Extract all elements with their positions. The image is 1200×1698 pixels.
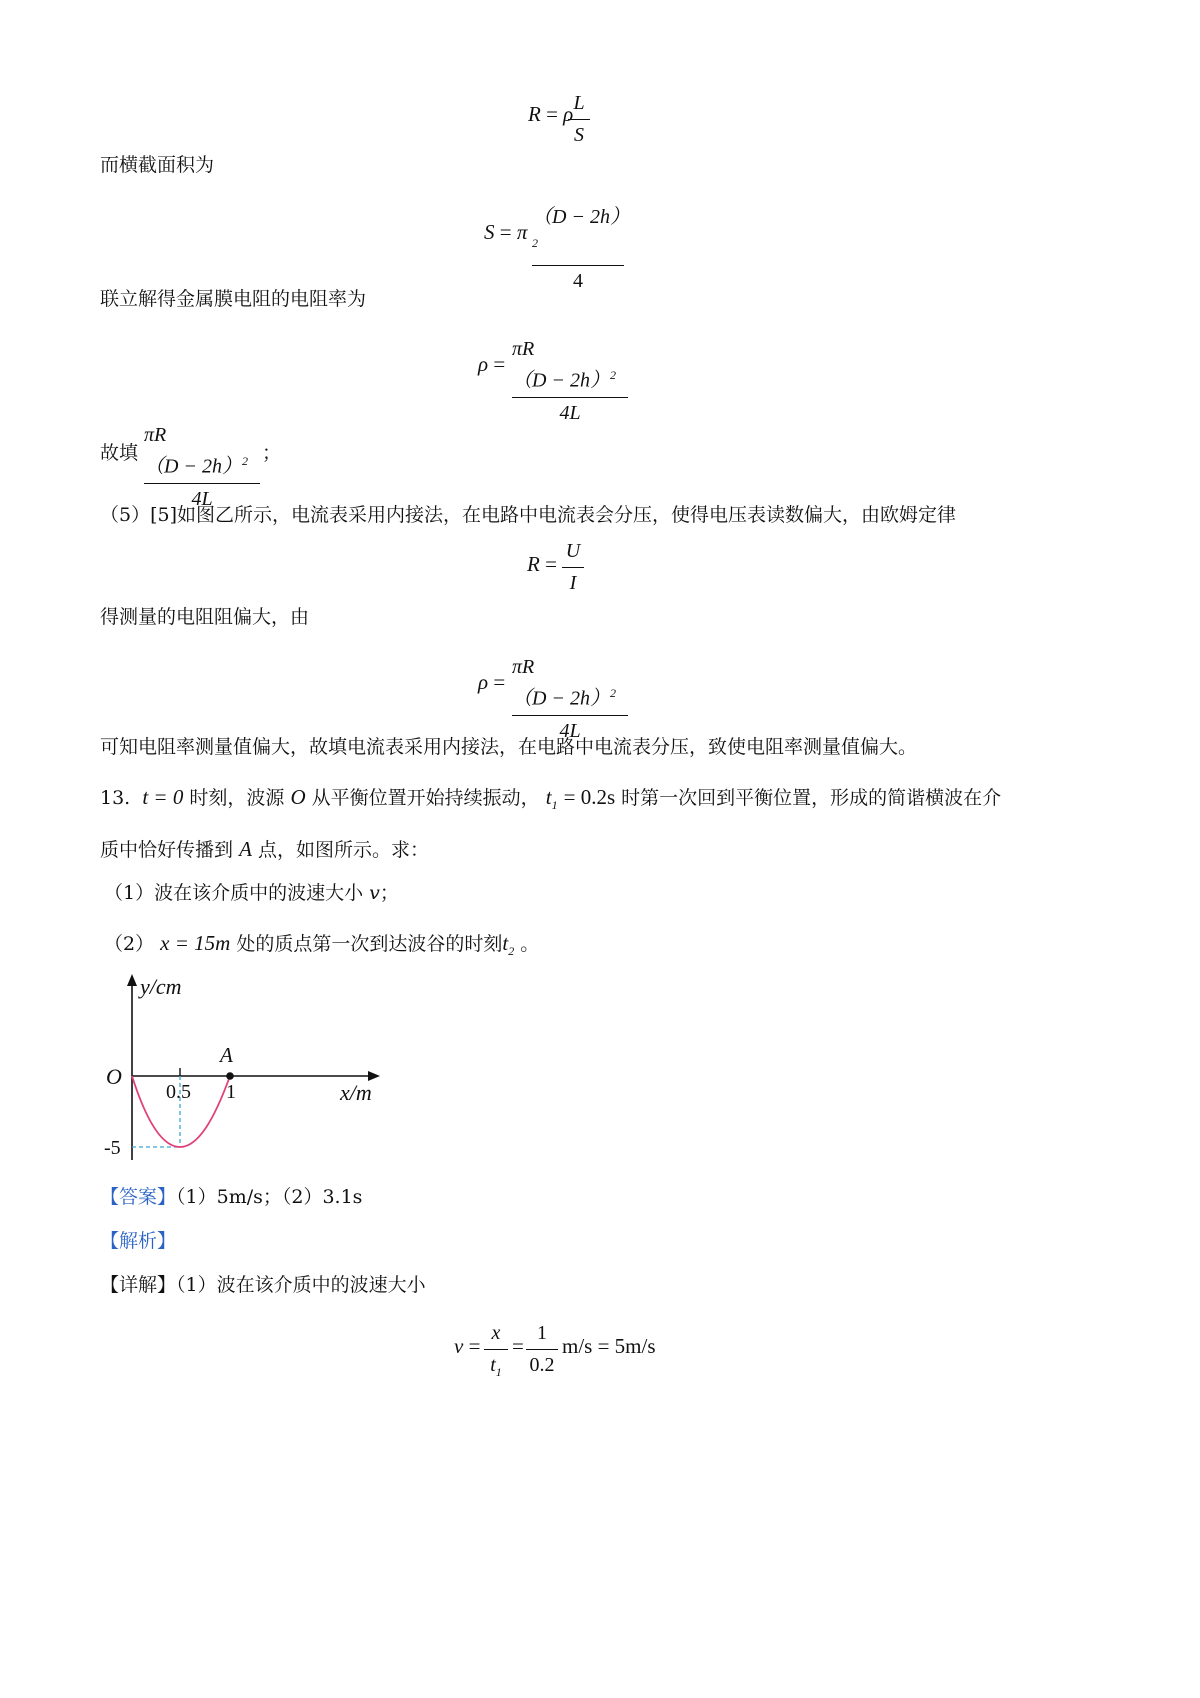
formula-area-lhs: S = π bbox=[484, 220, 528, 244]
point-A-label: A bbox=[220, 1043, 233, 1067]
wave-figure bbox=[96, 970, 396, 1170]
question-13-sub2: （2） x = 15m 处的质点第一次到达波谷的时刻$t_2$ 。 bbox=[104, 931, 540, 959]
formula-resistance: R = ρ bbox=[528, 102, 574, 126]
tick-label-neg5: -5 bbox=[104, 1137, 121, 1159]
formula-rho-lhs-1: ρ = bbox=[478, 352, 506, 376]
para-fill-prefix: 故填 bbox=[100, 442, 139, 464]
fraction-1-over-0.2: 1 0.2 bbox=[526, 1320, 558, 1378]
fraction-ohm: U I bbox=[562, 538, 584, 596]
tick-label-0.5: 0.5 bbox=[166, 1081, 191, 1103]
analysis-label: 【解析】 bbox=[100, 1230, 177, 1252]
answer-label: 【答案】 bbox=[100, 1186, 177, 1208]
point-A bbox=[226, 1072, 234, 1080]
y-axis-label: y/cm bbox=[140, 974, 182, 999]
fraction-x-over-t1: x $t_1$ bbox=[484, 1320, 508, 1385]
detail-line: 【详解】（1）波在该介质中的波速大小 bbox=[100, 1274, 426, 1296]
x-axis-label: x/m bbox=[340, 1080, 372, 1105]
question-13-line2: 质中恰好传播到 A 点，如图所示。求： bbox=[100, 837, 429, 861]
para-part5: （5）[5]如图乙所示，电流表采用内接法，在电路中电流表会分压，使得电压表读数偏大，由欧姆定律 bbox=[100, 504, 957, 526]
fraction-rho-1: $\pi R(D - 2h)^2$ 4L bbox=[512, 336, 628, 426]
answer-line: 【答案】（1）5m/s；（2）3.1s bbox=[100, 1186, 363, 1208]
tick-label-1: 1 bbox=[226, 1081, 236, 1103]
origin-label: O bbox=[106, 1064, 122, 1089]
fraction-fill: $\pi R(D - 2h)^2$ 4L bbox=[144, 422, 260, 512]
para-cross-section: 而横截面积为 bbox=[100, 154, 215, 176]
para-fill-suffix: ； bbox=[262, 442, 282, 464]
formula-v-eq: = bbox=[512, 1334, 524, 1358]
fraction-rho-2: $\pi R(D - 2h)^2$ 4L bbox=[512, 654, 628, 744]
formula-v-lhs: v = bbox=[454, 1334, 481, 1358]
para-combine: 联立解得金属膜电阻的电阻率为 bbox=[100, 288, 367, 310]
formula-ohm-lhs: R = bbox=[527, 552, 557, 576]
question-13-line1: 13. t = 0 时刻，波源 O 从平衡位置开始持续振动， $t_1 = 0.2s$ 时第一次回到平衡位置，形成的简谐横波在介 bbox=[100, 785, 1002, 813]
fraction-L-over-S: L S bbox=[568, 90, 590, 148]
para-conclusion: 可知电阻率测量值偏大，故填电流表采用内接法，在电路中电流表分压，致使电阻率测量值偏大。 bbox=[100, 736, 918, 758]
formula-v-result: m/s = 5m/s bbox=[562, 1334, 656, 1358]
y-axis-arrow bbox=[127, 974, 137, 986]
question-13-sub1: （1）波在该介质中的波速大小 v； bbox=[104, 882, 399, 904]
formula-rho-lhs-2: ρ = bbox=[478, 670, 506, 694]
para-measured: 得测量的电阻阻偏大，由 bbox=[100, 606, 310, 628]
fraction-area: $(D - 2h)^2$ 4 bbox=[532, 206, 630, 292]
